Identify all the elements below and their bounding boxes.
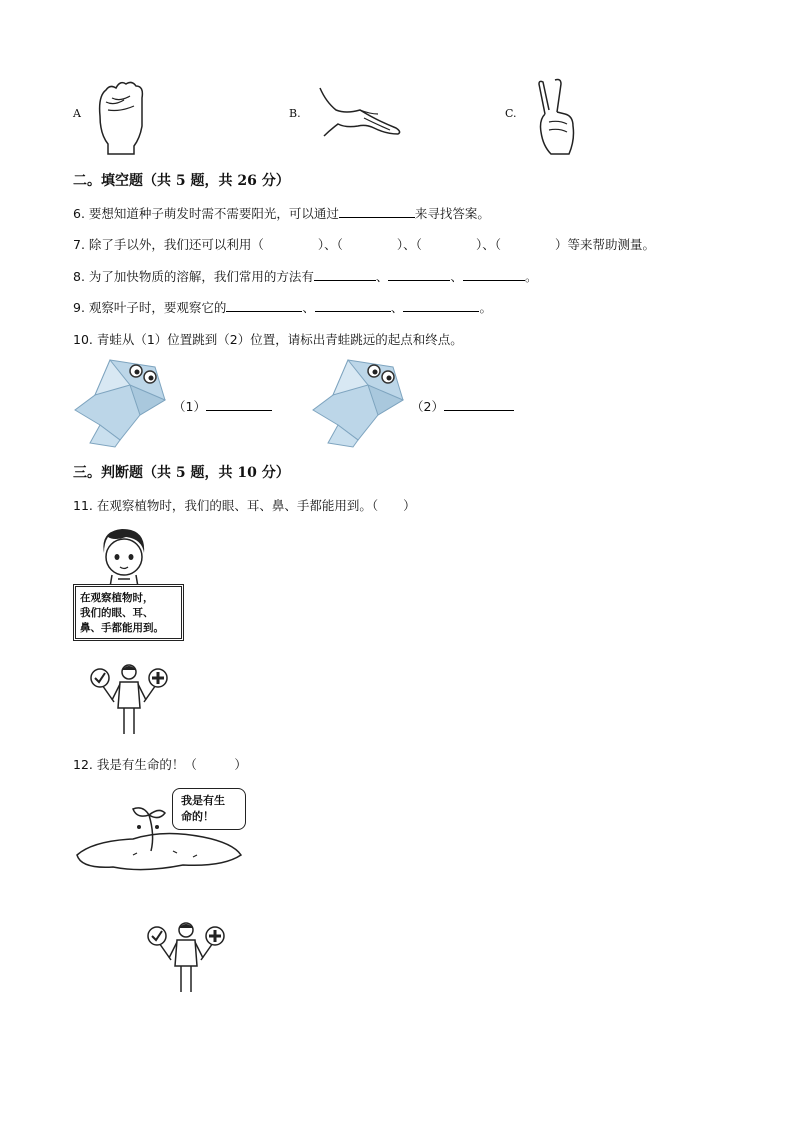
question-9-sep-1: 、 xyxy=(302,300,315,315)
check-icon xyxy=(91,669,109,687)
question-9-blank-1[interactable] xyxy=(226,298,302,312)
question-9-sep-2: 、 xyxy=(390,300,404,315)
q12-bubble-line-2: 命的！ xyxy=(181,810,214,823)
q12-bubble-line-1: 我是有生 xyxy=(181,794,225,807)
question-12: 12. 我是有生命的！（ ） xyxy=(73,757,247,772)
frog-2-answer xyxy=(411,397,514,415)
frog-1-blank[interactable] xyxy=(206,397,272,411)
question-6-text-start: 6. 要想知道种子萌发时需不需要阳光，可以通过 xyxy=(73,206,339,221)
q11-sign-line-2: 我们的眼、耳、 xyxy=(80,607,154,619)
option-a-label: A xyxy=(73,107,81,120)
section-3-title: 三。判断题（共 5 题，共 10 分） xyxy=(73,465,290,481)
option-c-label: C. xyxy=(505,107,517,120)
frog-1-label: （1） xyxy=(173,399,206,414)
question-7-sep-2: ）、（ xyxy=(396,237,422,252)
question-7-sep-1: ）、（ xyxy=(317,237,343,252)
q12-speech-bubble xyxy=(172,788,246,830)
q11-sign-line-1: 在观察植物时， xyxy=(80,592,154,604)
origami-frog-image-2 xyxy=(308,355,408,450)
question-7-sep-3: ）、（ xyxy=(475,237,501,252)
question-9-text-start: 9. 观察叶子时，要观察它的 xyxy=(73,300,227,315)
question-11: 11. 在观察植物时，我们的眼、耳、鼻、手都能用到。（ ） xyxy=(73,498,416,513)
question-8-blank-3[interactable] xyxy=(463,267,525,281)
question-9-blank-2[interactable] xyxy=(315,298,391,312)
question-8-blank-1[interactable] xyxy=(314,267,376,281)
boy-cartoon-image xyxy=(96,525,152,587)
question-7-text-start: 7. 除了手以外，我们还可以利用（ xyxy=(73,237,264,252)
question-8-sep-1: 、 xyxy=(375,269,389,284)
question-9-blank-3[interactable] xyxy=(403,298,479,312)
q11-sign-board xyxy=(73,584,184,641)
question-9 xyxy=(73,298,492,316)
judge-figure-2 xyxy=(145,918,225,996)
question-9-end: 。 xyxy=(479,300,492,315)
question-6-text-end: 来寻找答案。 xyxy=(414,206,490,221)
judge-figure-1 xyxy=(88,660,168,738)
question-6 xyxy=(73,204,490,222)
question-8 xyxy=(73,267,537,285)
question-7-text-end: ）等来帮助测量。 xyxy=(554,237,655,252)
question-8-text-start: 8. 为了加快物质的溶解，我们常用的方法有 xyxy=(73,269,314,284)
question-6-blank[interactable] xyxy=(339,204,415,218)
check-icon xyxy=(148,927,166,945)
origami-frog-image-1 xyxy=(70,355,170,450)
question-8-blank-2[interactable] xyxy=(388,267,450,281)
two-finger-hand-image xyxy=(535,76,581,158)
cross-icon xyxy=(206,927,224,945)
question-7 xyxy=(73,235,655,253)
question-8-end: 。 xyxy=(524,269,538,284)
option-b-label: B. xyxy=(289,107,301,120)
section-2-title: 二。填空题（共 5 题，共 26 分） xyxy=(73,173,290,189)
question-8-sep-2: 、 xyxy=(450,269,463,284)
question-10: 10. 青蛙从（1）位置跳到（2）位置，请标出青蛙跳远的起点和终点。 xyxy=(73,332,463,347)
fist-hand-image xyxy=(90,76,150,156)
q11-sign-line-3: 鼻、手都能用到。 xyxy=(80,622,164,634)
span-hand-image xyxy=(316,84,406,140)
cross-icon xyxy=(149,669,167,687)
frog-1-answer xyxy=(173,397,272,415)
frog-2-blank[interactable] xyxy=(444,397,514,411)
frog-2-label: （2） xyxy=(411,399,444,414)
